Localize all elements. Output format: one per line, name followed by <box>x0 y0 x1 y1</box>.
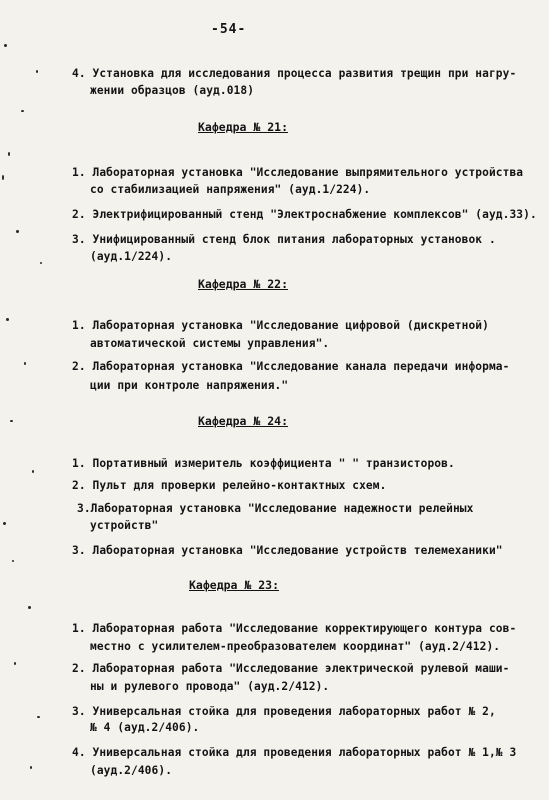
list-item-line: (ауд.1/224). <box>90 250 173 263</box>
scan-speck <box>2 175 4 180</box>
list-item-line: жении образцов (ауд.018) <box>90 84 255 97</box>
list-item-line: 2. Лабораторная работа "Исследование электрической рулевой маши- <box>72 662 510 675</box>
scan-speck <box>12 560 14 562</box>
list-item-line: местно с усилителем-преобразователем координат" (ауд.2/412). <box>90 640 501 653</box>
list-item-line: 2. Электрифицированный стенд "Электроснабжение комплексов" (ауд.33). <box>72 208 537 221</box>
scan-speck <box>14 662 16 665</box>
list-item-line: № 4 (ауд.2/406). <box>90 721 200 734</box>
list-item-line: автоматической системы управления". <box>90 337 330 350</box>
list-item-line: 1. Лабораторная установка "Исследование выпрямительного устройства <box>72 166 524 179</box>
list-item-line: ции при контроле напряжения." <box>90 379 289 392</box>
list-item-line: 1. Лабораторная установка "Исследование цифровой (дискретной) <box>72 319 489 332</box>
list-item-line: 3. Лабораторная установка "Исследование устройств телемеханики" <box>72 544 503 557</box>
list-item-line: 2. Пульт для проверки релейно-контактных схем. <box>72 479 387 492</box>
section-heading: Кафедра № 22: <box>198 277 289 291</box>
list-item-line: 4. Установка для исследования процесса развития трещин при нагру- <box>72 67 517 80</box>
scan-speck <box>6 318 9 321</box>
list-item-line: 1. Лабораторная работа "Исследование корректирующего контура сов- <box>72 622 517 635</box>
list-item-line: 3.Лабораторная установка "Исследование надежности релейных <box>77 502 474 515</box>
scan-speck <box>8 152 10 156</box>
section-heading: Кафедра № 21: <box>198 120 289 134</box>
scan-speck <box>21 110 24 112</box>
list-item-line: со стабилизацией напряжения" (ауд.1/224). <box>90 183 371 196</box>
scan-speck <box>28 606 31 609</box>
list-item-line: 1. Портативный измеритель коэффициента " " транзисторов. <box>72 457 455 470</box>
scan-speck <box>10 420 13 422</box>
scan-speck <box>40 262 42 264</box>
list-item-line: 3. Универсальная стойка для проведения лабораторных работ № 2, <box>72 705 496 718</box>
page-number: -54- <box>211 22 247 37</box>
list-item-line: (ауд.2/406). <box>90 764 173 777</box>
list-item-line: ны и рулевого провода" (ауд.2/412). <box>90 680 330 693</box>
scan-speck <box>16 230 19 233</box>
list-item-line: 3. Унифицированный стенд блок питания лабораторных установок . <box>72 233 496 246</box>
scan-speck <box>3 522 6 525</box>
scan-speck <box>24 362 26 365</box>
scan-speck <box>30 766 32 769</box>
scan-speck <box>4 44 7 47</box>
scan-speck <box>36 70 38 73</box>
scan-speck <box>32 470 34 473</box>
list-item-line: 2. Лабораторная установка "Исследование канала передачи информа- <box>72 360 510 373</box>
section-heading: Кафедра № 23: <box>189 578 280 592</box>
list-item-line: 4. Универсальная стойка для проведения лабораторных работ № 1,№ 3 <box>72 746 517 759</box>
list-item-line: устройств" <box>90 519 159 532</box>
section-heading: Кафедра № 24: <box>198 414 289 428</box>
scan-speck <box>37 716 40 718</box>
